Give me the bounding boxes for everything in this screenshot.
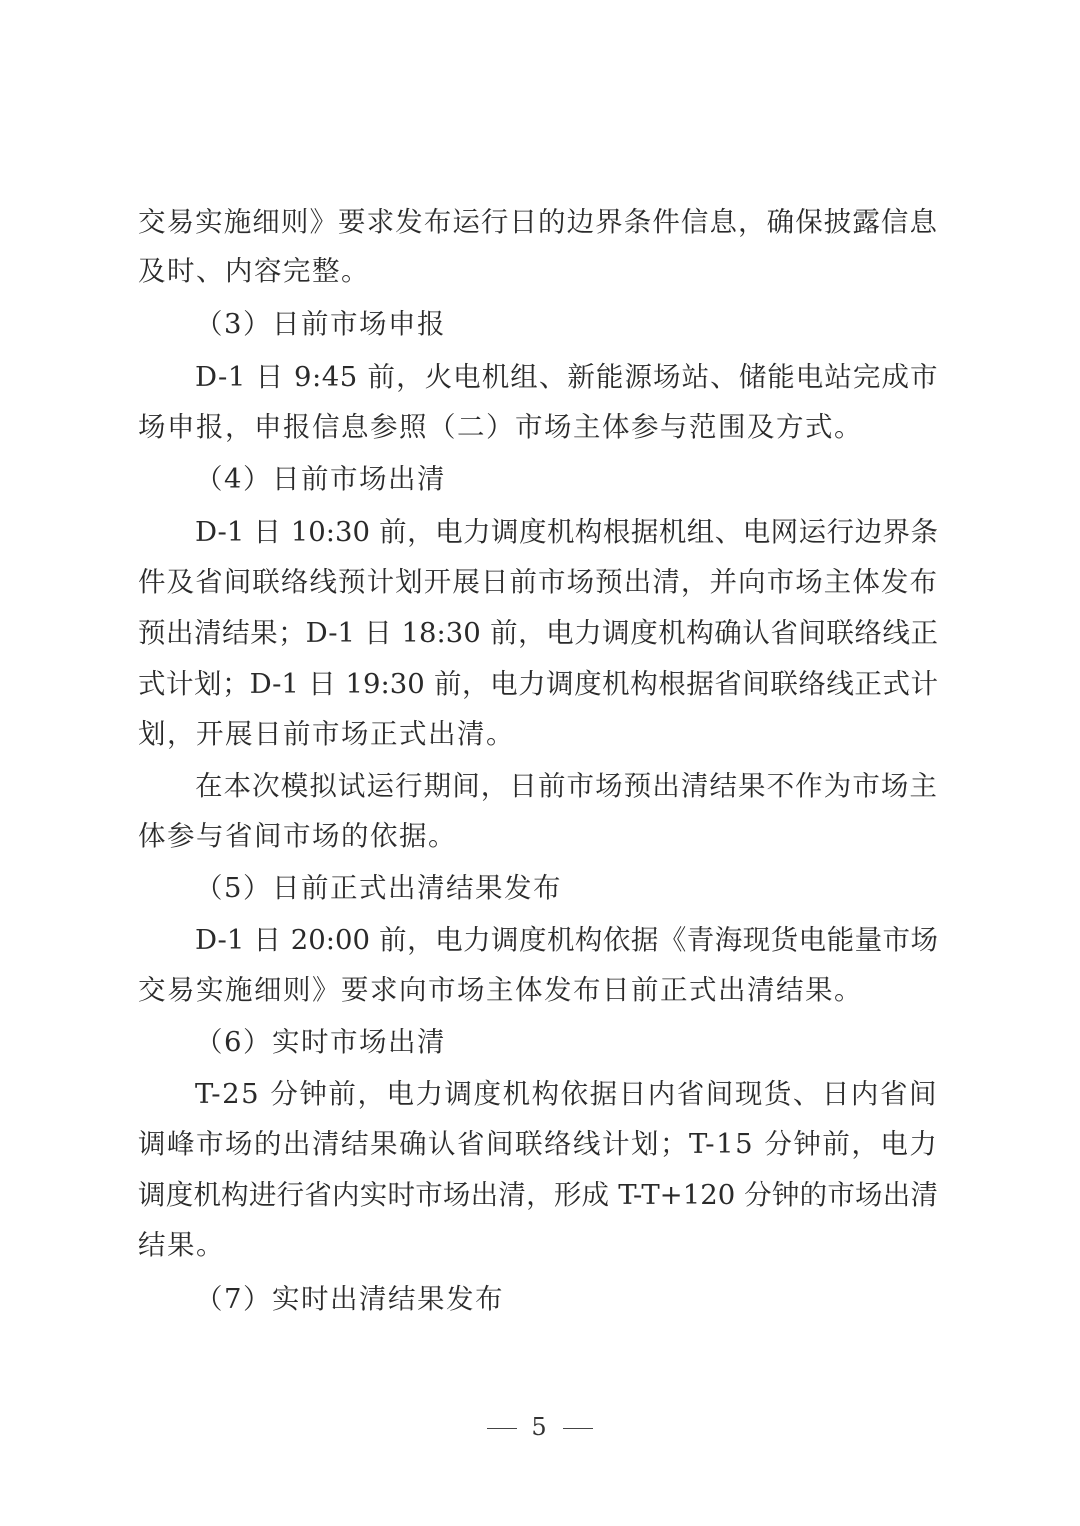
paragraph-line: D-1 日 10:30 前，电力调度机构根据机组、电网运行边界条 xyxy=(195,516,938,548)
paragraph-line: 式计划；D-1 日 19:30 前，电力调度机构根据省间联络线正式计 xyxy=(138,668,938,700)
footer-dash-left xyxy=(487,1428,517,1429)
paragraph-line: 在本次模拟试运行期间，日前市场预出清结果不作为市场主 xyxy=(195,770,938,802)
paragraph-line: 结果。 xyxy=(138,1229,225,1261)
section-heading: （7）实时出清结果发布 xyxy=(195,1283,504,1315)
paragraph-line: 体参与省间市场的依据。 xyxy=(138,820,457,852)
page-number: 5 xyxy=(531,1413,549,1441)
paragraph-line: 交易实施细则》要求向市场主体发布日前正式出清结果。 xyxy=(138,974,863,1006)
paragraph-line: 预出清结果；D-1 日 18:30 前，电力调度机构确认省间联络线正 xyxy=(138,617,938,649)
section-heading: （5）日前正式出清结果发布 xyxy=(195,872,562,904)
paragraph-line: D-1 日 20:00 前，电力调度机构依据《青海现货电能量市场 xyxy=(195,924,938,956)
footer-dash-right xyxy=(563,1428,593,1429)
paragraph-line: 调峰市场的出清结果确认省间联络线计划；T-15 分钟前，电力 xyxy=(138,1128,939,1160)
paragraph-line: 件及省间联络线预计划开展日前市场预出清，并向市场主体发布 xyxy=(138,566,938,598)
paragraph-line: 及时、内容完整。 xyxy=(138,255,370,287)
section-heading: （6）实时市场出清 xyxy=(195,1026,446,1058)
paragraph-line: 场申报，申报信息参照（二）市场主体参与范围及方式。 xyxy=(138,411,863,443)
page-footer xyxy=(0,1412,1080,1442)
paragraph-line: 交易实施细则》要求发布运行日的边界条件信息，确保披露信息 xyxy=(138,206,938,238)
paragraph-line: D-1 日 9:45 前，火电机组、新能源场站、储能电站完成市 xyxy=(195,361,938,393)
section-heading: （3）日前市场申报 xyxy=(195,308,446,340)
paragraph-line: 调度机构进行省内实时市场出清，形成 T-T+120 分钟的市场出清 xyxy=(138,1179,938,1211)
paragraph-line: 划，开展日前市场正式出清。 xyxy=(138,718,515,750)
paragraph-line: T-25 分钟前，电力调度机构依据日内省间现货、日内省间 xyxy=(195,1078,938,1110)
section-heading: （4）日前市场出清 xyxy=(195,463,446,495)
